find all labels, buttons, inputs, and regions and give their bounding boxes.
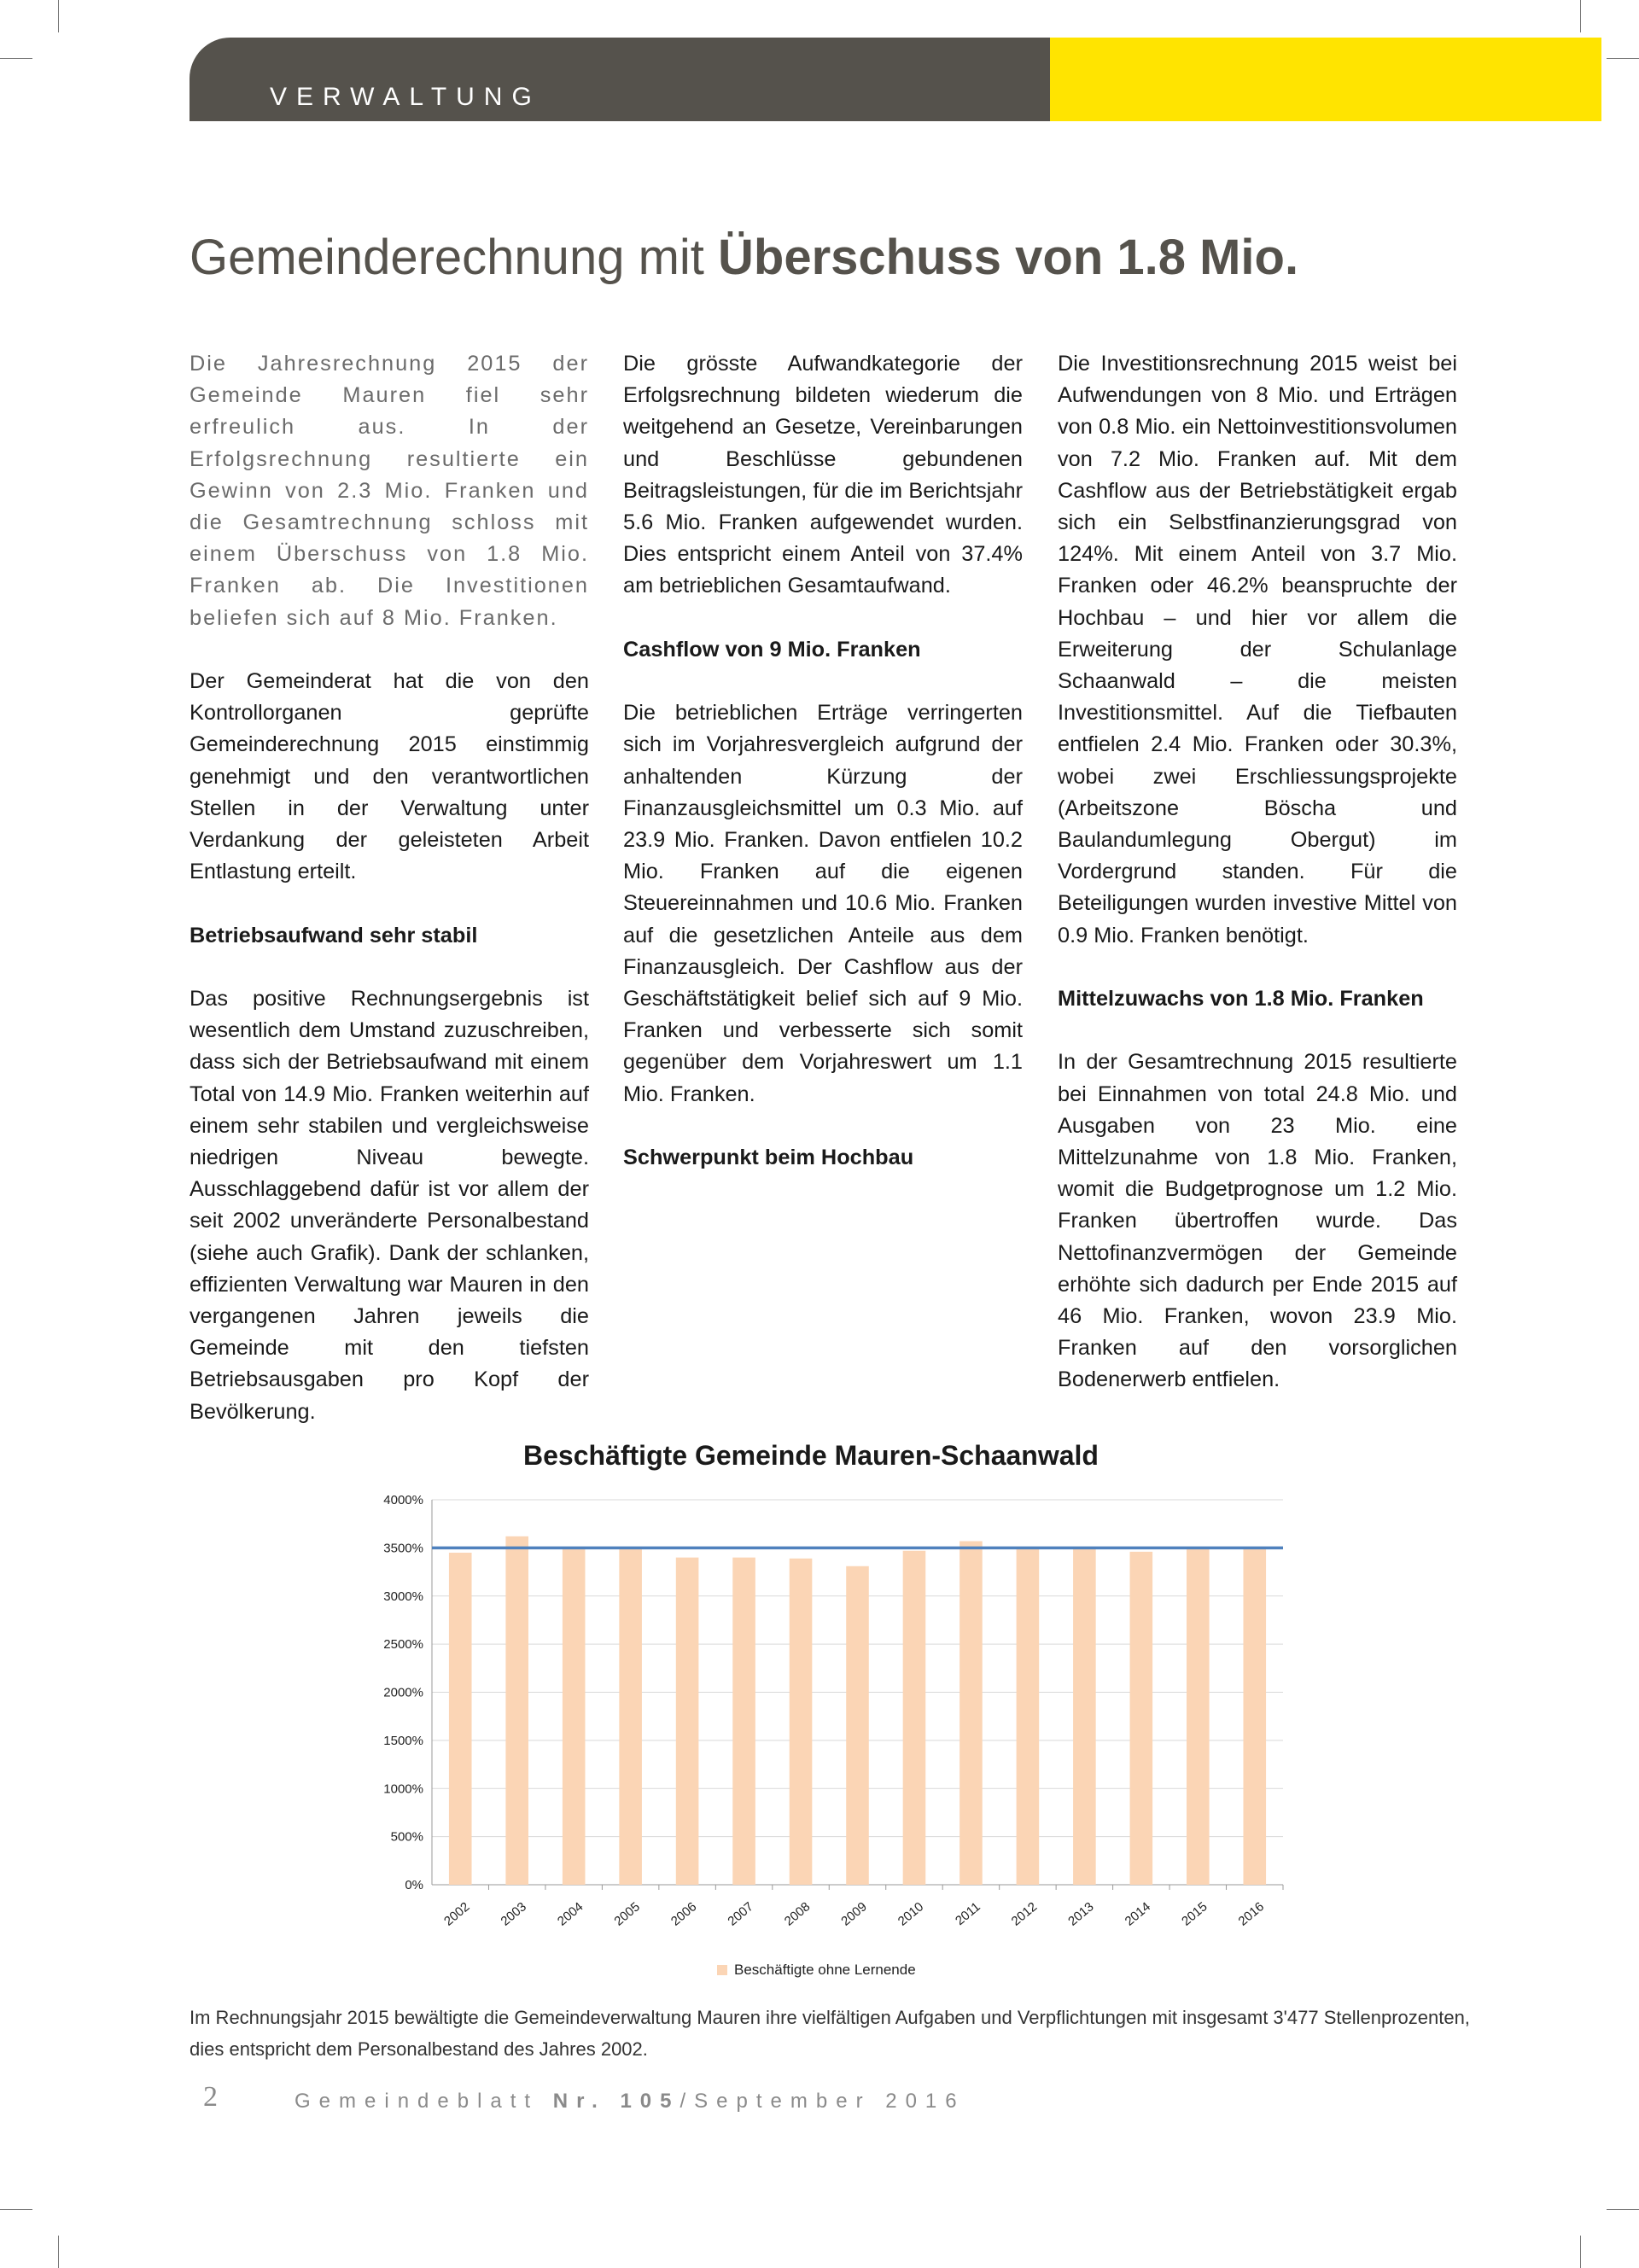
- crop-mark: [58, 0, 59, 32]
- crop-mark: [0, 2209, 32, 2210]
- chart-bar: [1243, 1549, 1266, 1885]
- x-tick-label: 2003: [498, 1899, 529, 1929]
- article-column-1: [190, 348, 589, 1460]
- page-title-bold: Überschuss von 1.8 Mio.: [718, 230, 1299, 285]
- y-tick-label: 2500%: [383, 1637, 423, 1653]
- y-tick-label: 3000%: [383, 1589, 423, 1604]
- x-tick-label: 2012: [1008, 1899, 1041, 1929]
- article-paragraph: Die betrieblichen Erträge verringerten sich im Vorjahresvergleich aufgrund der anhaltenden Kürzung der Finanzausgleichsmittel um 0.3 Mio. auf 23.9 Mio. Franken. Davon entfielen 10.2 Mio. Franken auf die eigenen Steuereinnahmen und 10.6 Mio. Franken auf die gesetzlichen Anteile aus dem Finanzausgleich. Der Cashflow aus der Geschäftstätigkeit belief sich auf 9 Mio. Franken und verbesserte sich somit gegenüber dem Vorjahreswert um 1.1 Mio. Franken.: [623, 701, 1023, 1106]
- article-paragraph: Das positive Rechnungsergebnis ist wesentlich dem Umstand zuzuschreiben, dass sich der Betriebsaufwand mit einem Total von 14.9 Mio. Franken weiterhin auf einem sehr stabilen und vergleichsweise niedrigen Niveau bewegte. Ausschlaggebend dafür ist vor allem der seit 2002 unveränderte Personalbestand (siehe auch Grafik). Dank der schlanken, effizienten Verwaltung war Mauren in den vergangenen Jahren jeweils die Gemeinde mit den tiefsten Betriebsausgaben pro Kopf der Bevölkerung.: [190, 987, 589, 1424]
- article-subheading: Schwerpunkt beim Hochbau: [623, 1146, 914, 1170]
- y-tick-label: 1000%: [383, 1781, 423, 1797]
- x-tick-label: 2002: [441, 1899, 473, 1929]
- x-tick-label: 2010: [895, 1899, 927, 1929]
- chart-bar: [903, 1551, 926, 1885]
- crop-mark: [1607, 2209, 1639, 2210]
- chart-bar: [1187, 1549, 1210, 1885]
- x-tick-label: 2004: [554, 1899, 586, 1929]
- chart-bar: [676, 1558, 699, 1885]
- article-subheading: Cashflow von 9 Mio. Franken: [623, 637, 921, 662]
- staff-chart: [324, 1426, 1298, 2006]
- legend-swatch: [717, 1965, 727, 1975]
- crop-mark: [0, 58, 32, 59]
- x-tick-label: 2006: [668, 1899, 700, 1929]
- y-tick-label: 2000%: [383, 1685, 423, 1700]
- section-header-accent: [1050, 38, 1601, 121]
- chart-bar: [732, 1558, 755, 1885]
- article-paragraph: Die Investitionsrechnung 2015 weist bei Aufwendungen von 8 Mio. und Erträgen von 0.8 Mio. ein Nettoinvestitionsvolumen von 7.2 Mio. Franken auf. Mit dem Cashflow aus der Betriebstätigkeit ergab sich ein Selbstfinanzierungsgrad von 124%. Mit einem Anteil von 3.7 Mio. Franken oder 46.2% beanspruchte der Hochbau – und hier vor allem die Erweiterung der Schulanlage Schaanwald – die meisten Investitionsmittel. Auf die Tiefbauten entfielen 2.4 Mio. Franken oder 30.3%, wobei zwei Erschliessungsprojekte (Arbeitszone Böscha und Baulandumlegung Obergut) im Vordergrund standen. Für die Beteiligungen wurden investive Mittel von 0.9 Mio. Franken benötigt.: [1058, 352, 1457, 947]
- x-tick-label: 2007: [725, 1899, 756, 1929]
- chart-bar: [1073, 1548, 1096, 1885]
- chart-bar: [846, 1566, 869, 1885]
- chart-bar: [1130, 1552, 1153, 1885]
- y-tick-label: 4000%: [383, 1493, 423, 1507]
- footer-publication: [295, 2090, 965, 2113]
- footer-publication-name: Gemeindeblatt: [295, 2090, 553, 2113]
- article-paragraph: In der Gesamtrechnung 2015 resultierte bei Einnahmen von total 24.8 Mio. und Ausgaben von 23 Mio. eine Mittelzunahme von 1.8 Mio. Franken, womit die Budgetprognose um 1.2 Mio. Franken übertroffen wurde. Das Nettofinanzvermögen der Gemeinde erhöhte sich dadurch per Ende 2015 auf 46 Mio. Franken, wovon 23.9 Mio. Franken auf den vorsorglichen Bodenerwerb entfielen.: [1058, 1050, 1457, 1392]
- staff-chart-svg: [324, 1426, 1298, 2006]
- article-paragraph: Der Gemeinderat hat die von den Kontrollorganen geprüfte Gemeinderechnung 2015 einstimmig genehmigt und den verantwortlichen Stellen in der Verwaltung unter Verdankung der geleisteten Arbeit Entlastung erteilt.: [190, 669, 589, 884]
- page-number: 2: [203, 2081, 218, 2113]
- crop-mark: [1580, 2236, 1581, 2268]
- chart-caption: Im Rechnungsjahr 2015 bewältigte die Gemeindeverwaltung Mauren ihre vielfältigen Aufgaben und Verpflichtungen mit insgesamt 3'477 Stellenprozenten, dies entspricht dem Personalbestand des Jahres 2002.: [190, 2007, 1470, 2060]
- y-tick-label: 1500%: [383, 1733, 423, 1748]
- chart-bar: [449, 1553, 472, 1885]
- chart-bar: [563, 1548, 586, 1885]
- page-title-light: Gemeinderechnung mit: [190, 230, 718, 285]
- footer-issue: Nr. 105: [552, 2090, 680, 2113]
- chart-bar: [790, 1559, 813, 1885]
- article-subheading: Mittelzuwachs von 1.8 Mio. Franken: [1058, 987, 1424, 1012]
- chart-bar: [1017, 1548, 1040, 1885]
- x-tick-label: 2015: [1179, 1899, 1210, 1929]
- article-subheading: Betriebsaufwand sehr stabil: [190, 923, 478, 947]
- x-tick-label: 2013: [1065, 1899, 1097, 1929]
- x-tick-label: 2005: [611, 1899, 643, 1929]
- x-tick-label: 2008: [781, 1899, 814, 1929]
- x-tick-label: 2011: [953, 1899, 983, 1928]
- x-tick-label: 2014: [1122, 1899, 1154, 1929]
- crop-mark: [58, 2236, 59, 2268]
- section-label: VERWALTUNG: [270, 83, 541, 111]
- footer-date: /September 2016: [680, 2090, 965, 2113]
- crop-mark: [1580, 0, 1581, 32]
- article-lead: Die Jahresrechnung 2015 der Gemeinde Mauren fiel sehr erfreulich aus. In der Erfolgsrechnung resultierte ein Gewinn von 2.3 Mio. Franken und die Gesamtrechnung schloss mit einem Überschuss von 1.8 Mio. Franken ab. Die Investitionen beliefen sich auf 8 Mio. Franken.: [190, 352, 589, 630]
- article-column-2: [623, 348, 1023, 1205]
- page-title: [190, 224, 1555, 292]
- x-tick-label: 2009: [838, 1899, 870, 1929]
- chart-bar: [959, 1541, 983, 1885]
- article-paragraph: Die grösste Aufwandkategorie der Erfolgsrechnung bildeten wiederum die weitgehend an Gesetze, Vereinbarungen und Beschlüsse gebundenen Beitragsleistungen, für die im Berichtsjahr 5.6 Mio. Franken aufgewendet wurden. Dies entspricht einem Anteil von 37.4% am betrieblichen Gesamtaufwand.: [623, 352, 1023, 598]
- chart-title: Beschäftigte Gemeinde Mauren-Schaanwald: [523, 1440, 1099, 1471]
- crop-mark: [1607, 58, 1639, 59]
- legend-label: Beschäftigte ohne Lernende: [734, 1962, 916, 1978]
- y-tick-label: 500%: [390, 1829, 423, 1845]
- y-tick-label: 0%: [405, 1878, 423, 1892]
- chart-bar: [619, 1549, 642, 1885]
- chart-bar: [505, 1536, 528, 1885]
- x-tick-label: 2016: [1235, 1899, 1268, 1929]
- article-column-3: [1058, 348, 1457, 1428]
- y-tick-label: 3500%: [383, 1541, 423, 1556]
